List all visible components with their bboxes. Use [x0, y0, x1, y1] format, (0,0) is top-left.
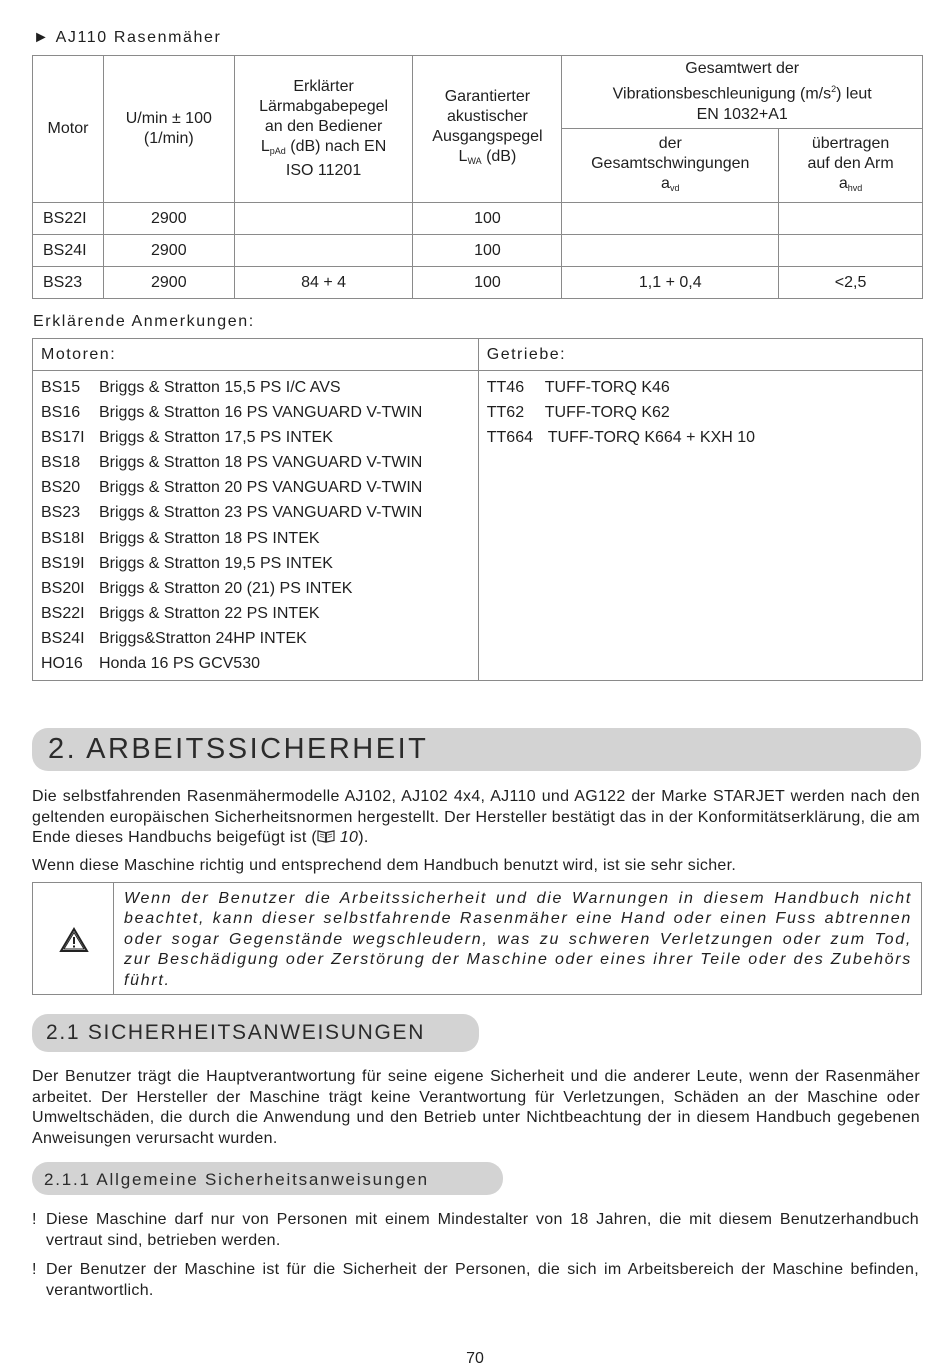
- list-item: [487, 400, 922, 425]
- item-name: Briggs & Stratton 19,5 PS INTEK: [99, 554, 333, 572]
- list-item: [41, 425, 478, 450]
- header-sound-power: Garantierter akustischer Ausgangspegel $L_{WA}$ (dB): [413, 56, 562, 203]
- cell-arm: <2,5: [779, 267, 923, 299]
- item-name: Briggs & Stratton 15,5 PS I/C AVS: [99, 379, 341, 396]
- list-item: [41, 400, 478, 425]
- warning-triangle-icon: [59, 927, 89, 953]
- motors-list: [41, 371, 478, 680]
- bullet-mark: !: [32, 1211, 37, 1228]
- table-row: [33, 235, 923, 267]
- list-item: [487, 375, 922, 400]
- section-2-heading: [32, 728, 921, 771]
- item-name: TUFF-TORQ K664 + KXH 10: [547, 429, 756, 447]
- item-code: BS18I: [41, 529, 85, 547]
- item-code: BS20: [41, 479, 81, 497]
- list-item: [41, 601, 478, 626]
- header-total-vibration: der Gesamtschwingungen $a_{vd}$: [562, 129, 779, 203]
- list-item: [41, 450, 478, 475]
- book-icon: [317, 829, 335, 846]
- section-2-1-heading: [32, 1014, 479, 1052]
- item-code: BS19I: [41, 554, 85, 572]
- warning-box: [32, 882, 922, 995]
- noise-vibration-table: [32, 55, 923, 299]
- model-heading: [33, 29, 221, 47]
- motors-gearbox-table: [32, 338, 923, 681]
- cell-rpm: 2900: [103, 203, 234, 235]
- warning-icon-cell: [33, 883, 114, 994]
- item-name: Honda 16 PS GCV530: [99, 655, 260, 673]
- triangle-right-icon: ►: [33, 29, 51, 46]
- list-item: [487, 425, 922, 450]
- item-code: TT62: [486, 404, 525, 422]
- table-header-row: [33, 56, 923, 129]
- cell-rpm: 2900: [103, 267, 234, 299]
- bullet-text: Diese Maschine darf nur von Personen mit einem Mindestalter von 18 Jahren, die mit diesem Benutzerhandbuch vertraut sind, betrieben werden.: [46, 1211, 919, 1249]
- header-rpm: U/min ± 100 (1/min): [103, 56, 234, 203]
- item-code: BS20I: [41, 579, 85, 597]
- bullet-text: Der Benutzer der Maschine ist für die Sicherheit der Personen, die sich im Arbeitsbereich der Maschine befinden, verantwortlich.: [46, 1261, 919, 1299]
- cell-power: 100: [413, 203, 562, 235]
- page-reference: 10: [339, 829, 359, 846]
- model-heading-text: AJ110 Rasenmäher: [55, 29, 222, 46]
- item-code: BS15: [41, 379, 81, 396]
- list-item: [41, 651, 478, 676]
- cell-motor: BS22I: [33, 203, 104, 235]
- cell-power: 100: [413, 235, 562, 267]
- item-name: Briggs & Stratton 16 PS VANGUARD V-TWIN: [99, 404, 423, 422]
- section-2-intro: Die selbstfahrenden Rasenmähermodelle AJ102, AJ102 4x4, AJ110 und AG122 der Marke STARJET werden nach den geltenden europäischen Sicherheitsnormen hergestellt. Der Hersteller bestätigt das in der Konformitätserklärung, die am Ende dieses Handbuchs beigefügt ist ( 10).: [32, 788, 920, 846]
- warning-text: Wenn der Benutzer die Arbeitssicherheit und die Warnungen in diesem Handbuch nicht beachtet, kann dieser selbstfahrende Rasenmäher eine Hand oder einen Fuss abtrennen oder sogar Gegenstände wegschleudern, was zu schweren Verletzungen oder zum Tod, zur Beschädigung oder Zerstörung der Maschine oder eines ihrer Teile oder des Zubehörs führt.: [124, 890, 912, 989]
- cell-total: [562, 203, 779, 235]
- section-2-1-title: 2.1 SICHERHEITSANWEISUNGEN: [46, 1021, 426, 1044]
- notes-title: Erklärende Anmerkungen:: [33, 313, 255, 330]
- item-name: Briggs & Stratton 17,5 PS INTEK: [99, 429, 333, 447]
- section-2-1-1-heading: [32, 1162, 503, 1195]
- table-row: [33, 203, 923, 235]
- table-row: [33, 267, 923, 299]
- item-code: BS24I: [41, 629, 85, 647]
- cell-motor: BS24I: [33, 235, 104, 267]
- list-item: [41, 626, 478, 651]
- section-2-title: 2. ARBEITSSICHERHEIT: [48, 733, 429, 765]
- gearbox-header: Getriebe:: [478, 339, 922, 371]
- item-name: Briggs&Stratton 24HP INTEK: [99, 629, 307, 647]
- item-code: TT46: [486, 379, 525, 396]
- item-name: Briggs & Stratton 18 PS VANGUARD V-TWIN: [99, 454, 423, 472]
- list-item: [32, 1210, 920, 1252]
- item-name: Briggs & Stratton 23 PS VANGUARD V-TWIN: [99, 504, 423, 522]
- item-code: BS16: [41, 404, 81, 422]
- cell-rpm: 2900: [103, 235, 234, 267]
- list-item: [32, 1260, 920, 1302]
- header-arm-vibration: übertragen auf den Arm $a_{hvd}$: [779, 129, 923, 203]
- item-name: Briggs & Stratton 22 PS INTEK: [99, 604, 320, 622]
- cell-arm: [779, 235, 923, 267]
- item-name: Briggs & Stratton 20 PS VANGUARD V-TWIN: [99, 479, 423, 497]
- item-code: HO16: [41, 655, 83, 673]
- item-name: Briggs & Stratton 20 (21) PS INTEK: [99, 579, 353, 597]
- section-2-1-text: Der Benutzer trägt die Hauptverantwortung für seine eigene Sicherheit und die anderer Leute, wenn der Rasenmäher arbeitet. Der Hersteller der Maschine trägt keine Verantwortung für Verletzungen, Schäden an der Maschine oder Umweltschäden, die durch die Anwendung und den Betrieb unter Nichtbeachtung der in diesem Handbuch gegebenen Anweisungen verursacht wurden.: [32, 1068, 920, 1147]
- header-vibration: Gesamtwert der Vibrationsbeschleunigung $(m/s^2)$ leut EN 1032+A1: [562, 56, 923, 129]
- cell-noise: [234, 203, 413, 235]
- cell-total: 1,1 + 0,4: [562, 267, 779, 299]
- list-item: [41, 375, 478, 400]
- motors-header: Motoren:: [33, 339, 479, 371]
- cell-arm: [779, 203, 923, 235]
- cell-noise: 84 + 4: [234, 267, 413, 299]
- item-code: BS18: [41, 454, 81, 472]
- list-item: [41, 475, 478, 500]
- item-code: BS23: [41, 504, 81, 522]
- header-motor: Motor: [33, 56, 104, 203]
- section-2-1-1-title: 2.1.1 Allgemeine Sicherheitsanweisungen: [44, 1170, 429, 1189]
- item-code: BS22I: [41, 604, 85, 622]
- cell-power: 100: [413, 267, 562, 299]
- safety-sentence: Wenn diese Maschine richtig und entsprechend dem Handbuch benutzt wird, ist sie sehr sicher.: [32, 857, 737, 874]
- motors-list-cell: [33, 371, 479, 681]
- item-code: TT664: [486, 429, 533, 447]
- cell-total: [562, 235, 779, 267]
- gearbox-list-cell: [478, 371, 922, 681]
- list-item: [41, 551, 478, 576]
- cell-noise: [234, 235, 413, 267]
- list-item: [41, 576, 478, 601]
- bullet-mark: !: [32, 1261, 37, 1278]
- item-name: TUFF-TORQ K62: [544, 404, 670, 422]
- cell-motor: BS23: [33, 267, 104, 299]
- page-number: 70: [466, 1350, 484, 1367]
- gearbox-list: [487, 371, 922, 454]
- header-noise-emission: Erklärter Lärmabgabepegel an den Bediener $L_{pAd}$ (dB) nach EN ISO 11201: [234, 56, 413, 203]
- item-name: Briggs & Stratton 18 PS INTEK: [99, 529, 320, 547]
- list-item: [41, 500, 478, 525]
- item-code: BS17I: [41, 429, 85, 447]
- list-item: [41, 526, 478, 551]
- item-name: TUFF-TORQ K46: [544, 379, 670, 396]
